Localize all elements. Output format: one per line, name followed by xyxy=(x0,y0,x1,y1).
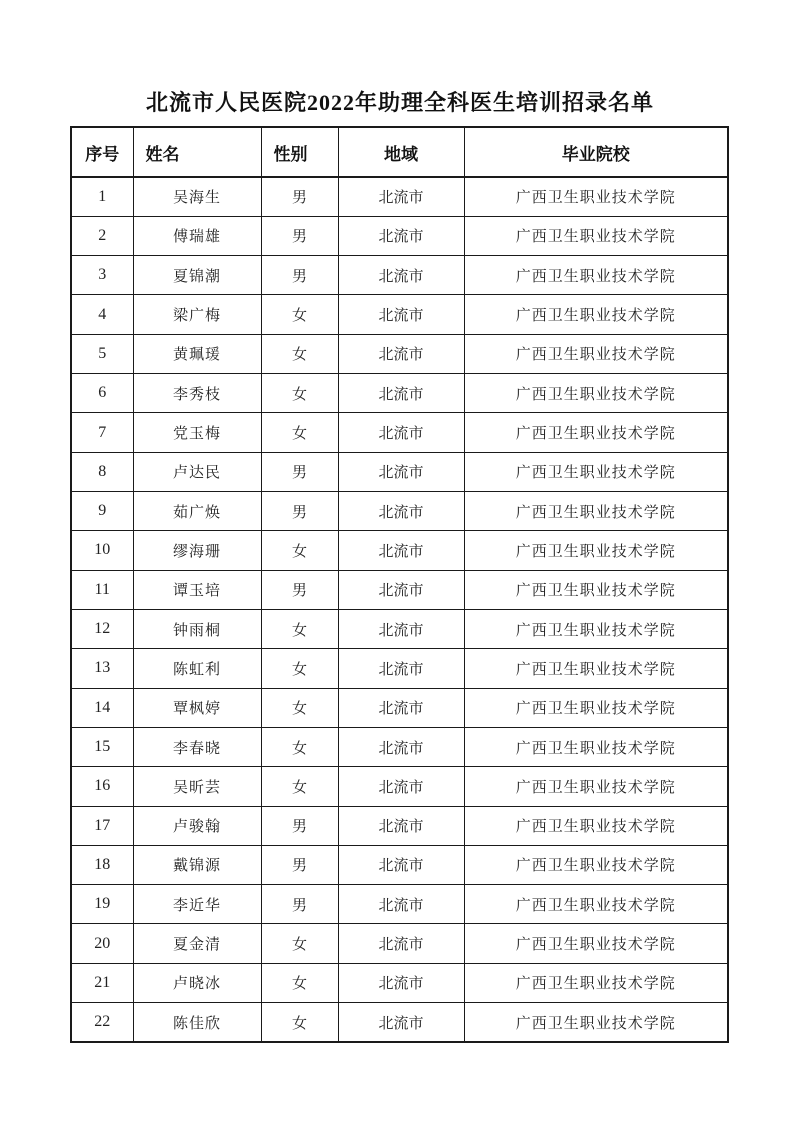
cell-school: 广西卫生职业技术学院 xyxy=(464,492,728,531)
column-header-school: 毕业院校 xyxy=(464,127,728,177)
cell-region: 北流市 xyxy=(338,845,464,884)
cell-region: 北流市 xyxy=(338,1003,464,1042)
cell-gender: 男 xyxy=(261,216,338,255)
table-row xyxy=(71,767,728,806)
cell-region: 北流市 xyxy=(338,256,464,295)
cell-no: 14 xyxy=(71,688,133,727)
cell-gender: 女 xyxy=(261,413,338,452)
cell-name: 陈虹利 xyxy=(133,649,261,688)
cell-name: 卢达民 xyxy=(133,452,261,491)
cell-no: 6 xyxy=(71,374,133,413)
cell-region: 北流市 xyxy=(338,688,464,727)
cell-name: 党玉梅 xyxy=(133,413,261,452)
cell-region: 北流市 xyxy=(338,531,464,570)
cell-region: 北流市 xyxy=(338,216,464,255)
cell-name: 卢晓冰 xyxy=(133,963,261,1002)
cell-name: 李秀枝 xyxy=(133,374,261,413)
cell-gender: 男 xyxy=(261,177,338,216)
cell-region: 北流市 xyxy=(338,492,464,531)
cell-region: 北流市 xyxy=(338,177,464,216)
cell-school: 广西卫生职业技术学院 xyxy=(464,295,728,334)
cell-region: 北流市 xyxy=(338,885,464,924)
cell-region: 北流市 xyxy=(338,727,464,766)
cell-name: 李近华 xyxy=(133,885,261,924)
cell-name: 缪海珊 xyxy=(133,531,261,570)
cell-school: 广西卫生职业技术学院 xyxy=(464,688,728,727)
cell-region: 北流市 xyxy=(338,295,464,334)
cell-no: 10 xyxy=(71,531,133,570)
cell-no: 11 xyxy=(71,570,133,609)
cell-name: 李春晓 xyxy=(133,727,261,766)
table-row xyxy=(71,492,728,531)
cell-no: 9 xyxy=(71,492,133,531)
cell-region: 北流市 xyxy=(338,413,464,452)
cell-gender: 男 xyxy=(261,492,338,531)
cell-name: 陈佳欣 xyxy=(133,1003,261,1042)
cell-school: 广西卫生职业技术学院 xyxy=(464,413,728,452)
cell-gender: 男 xyxy=(261,570,338,609)
table-row xyxy=(71,806,728,845)
table-row xyxy=(71,216,728,255)
cell-name: 夏金清 xyxy=(133,924,261,963)
table-header-row xyxy=(71,127,728,177)
cell-gender: 女 xyxy=(261,1003,338,1042)
cell-name: 吴海生 xyxy=(133,177,261,216)
table-row xyxy=(71,334,728,373)
cell-gender: 女 xyxy=(261,609,338,648)
cell-no: 4 xyxy=(71,295,133,334)
cell-gender: 女 xyxy=(261,688,338,727)
table-row xyxy=(71,413,728,452)
table-row xyxy=(71,177,728,216)
cell-no: 8 xyxy=(71,452,133,491)
table-row xyxy=(71,531,728,570)
cell-gender: 女 xyxy=(261,531,338,570)
table-row xyxy=(71,845,728,884)
cell-gender: 女 xyxy=(261,727,338,766)
cell-region: 北流市 xyxy=(338,609,464,648)
cell-no: 15 xyxy=(71,727,133,766)
page-title: 北流市人民医院2022年助理全科医生培训招录名单 xyxy=(145,90,654,115)
cell-no: 5 xyxy=(71,334,133,373)
cell-school: 广西卫生职业技术学院 xyxy=(464,177,728,216)
cell-gender: 女 xyxy=(261,374,338,413)
cell-no: 21 xyxy=(71,963,133,1002)
cell-region: 北流市 xyxy=(338,570,464,609)
cell-gender: 女 xyxy=(261,649,338,688)
cell-no: 2 xyxy=(71,216,133,255)
cell-no: 17 xyxy=(71,806,133,845)
cell-region: 北流市 xyxy=(338,767,464,806)
cell-gender: 女 xyxy=(261,924,338,963)
roster-table xyxy=(70,126,729,1043)
cell-no: 7 xyxy=(71,413,133,452)
cell-school: 广西卫生职业技术学院 xyxy=(464,963,728,1002)
cell-no: 22 xyxy=(71,1003,133,1042)
cell-school: 广西卫生职业技术学院 xyxy=(464,885,728,924)
cell-school: 广西卫生职业技术学院 xyxy=(464,727,728,766)
table-row xyxy=(71,727,728,766)
cell-school: 广西卫生职业技术学院 xyxy=(464,609,728,648)
table-row xyxy=(71,1003,728,1042)
table-row xyxy=(71,295,728,334)
cell-school: 广西卫生职业技术学院 xyxy=(464,924,728,963)
cell-school: 广西卫生职业技术学院 xyxy=(464,531,728,570)
table-row xyxy=(71,570,728,609)
cell-region: 北流市 xyxy=(338,334,464,373)
cell-no: 19 xyxy=(71,885,133,924)
table-row xyxy=(71,924,728,963)
cell-name: 吴昕芸 xyxy=(133,767,261,806)
table-body xyxy=(71,177,728,1042)
cell-name: 钟雨桐 xyxy=(133,609,261,648)
column-header-region: 地域 xyxy=(338,127,464,177)
cell-region: 北流市 xyxy=(338,649,464,688)
cell-region: 北流市 xyxy=(338,806,464,845)
table-row xyxy=(71,885,728,924)
cell-no: 20 xyxy=(71,924,133,963)
cell-no: 3 xyxy=(71,256,133,295)
column-header-gender: 性别 xyxy=(261,127,338,177)
cell-region: 北流市 xyxy=(338,924,464,963)
cell-gender: 男 xyxy=(261,885,338,924)
cell-no: 16 xyxy=(71,767,133,806)
cell-school: 广西卫生职业技术学院 xyxy=(464,649,728,688)
cell-gender: 女 xyxy=(261,963,338,1002)
cell-no: 1 xyxy=(71,177,133,216)
cell-name: 梁广梅 xyxy=(133,295,261,334)
table-row xyxy=(71,688,728,727)
cell-no: 13 xyxy=(71,649,133,688)
cell-school: 广西卫生职业技术学院 xyxy=(464,334,728,373)
cell-name: 谭玉培 xyxy=(133,570,261,609)
cell-region: 北流市 xyxy=(338,963,464,1002)
cell-school: 广西卫生职业技术学院 xyxy=(464,1003,728,1042)
cell-school: 广西卫生职业技术学院 xyxy=(464,216,728,255)
table-row xyxy=(71,374,728,413)
cell-region: 北流市 xyxy=(338,452,464,491)
cell-name: 夏锦潮 xyxy=(133,256,261,295)
table-row xyxy=(71,452,728,491)
cell-name: 黄珮瑗 xyxy=(133,334,261,373)
cell-name: 戴锦源 xyxy=(133,845,261,884)
cell-gender: 女 xyxy=(261,334,338,373)
cell-school: 广西卫生职业技术学院 xyxy=(464,570,728,609)
table-row xyxy=(71,963,728,1002)
cell-gender: 男 xyxy=(261,256,338,295)
cell-gender: 女 xyxy=(261,767,338,806)
cell-school: 广西卫生职业技术学院 xyxy=(464,806,728,845)
cell-name: 傅瑞雄 xyxy=(133,216,261,255)
cell-school: 广西卫生职业技术学院 xyxy=(464,767,728,806)
table-row xyxy=(71,649,728,688)
cell-region: 北流市 xyxy=(338,374,464,413)
cell-school: 广西卫生职业技术学院 xyxy=(464,256,728,295)
cell-school: 广西卫生职业技术学院 xyxy=(464,374,728,413)
column-header-no: 序号 xyxy=(71,127,133,177)
cell-name: 卢骏翰 xyxy=(133,806,261,845)
cell-gender: 女 xyxy=(261,295,338,334)
cell-school: 广西卫生职业技术学院 xyxy=(464,452,728,491)
table-row xyxy=(71,256,728,295)
cell-name: 茹广焕 xyxy=(133,492,261,531)
cell-no: 12 xyxy=(71,609,133,648)
table-row xyxy=(71,609,728,648)
column-header-name: 姓名 xyxy=(133,127,261,177)
cell-school: 广西卫生职业技术学院 xyxy=(464,845,728,884)
cell-no: 18 xyxy=(71,845,133,884)
cell-gender: 男 xyxy=(261,845,338,884)
cell-gender: 男 xyxy=(261,806,338,845)
cell-gender: 男 xyxy=(261,452,338,491)
cell-name: 覃枫婷 xyxy=(133,688,261,727)
table-header xyxy=(71,127,728,177)
